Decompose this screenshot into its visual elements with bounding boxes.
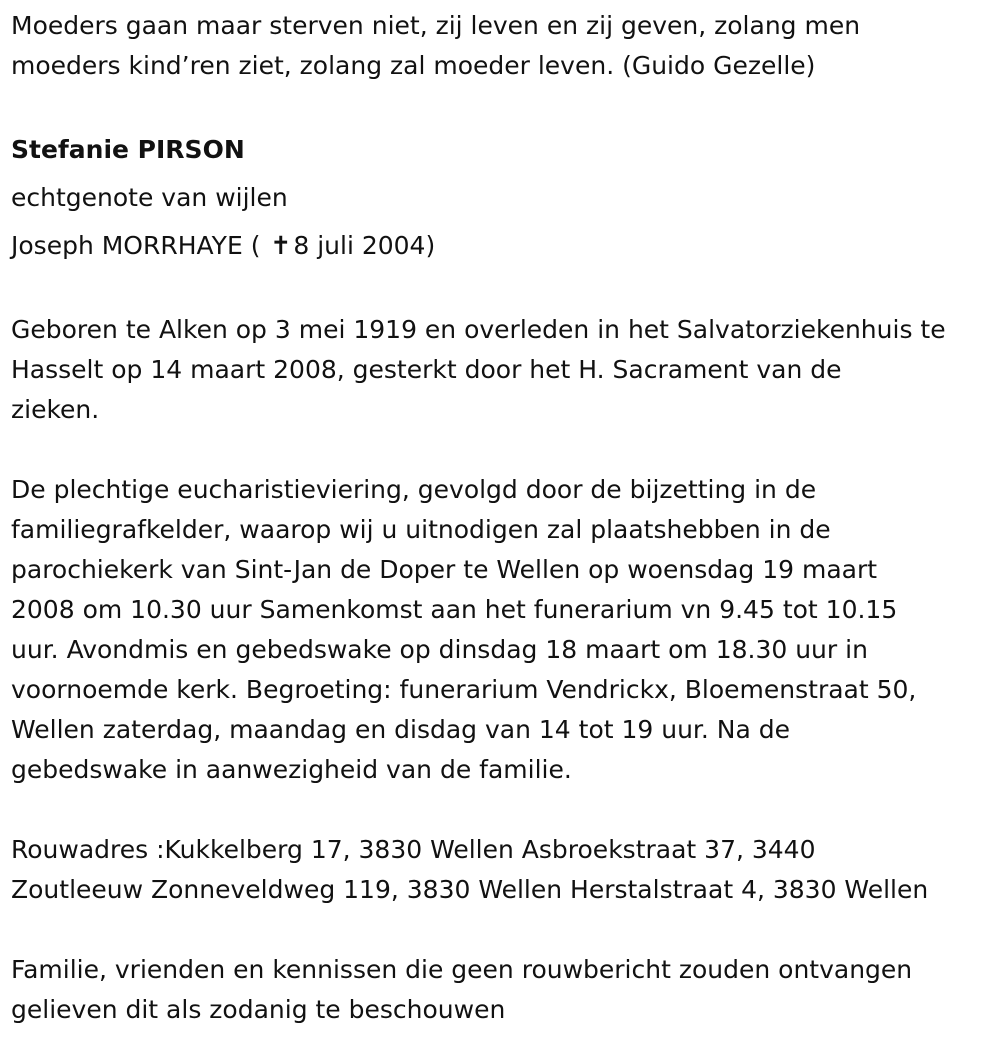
ceremony-paragraph: [11, 470, 996, 790]
paragraph-line: 2008 om 10.30 uur Samenkomst aan het funerarium vn 9.45 tot 10.15: [11, 595, 898, 624]
paragraph-line: Geboren te Alken op 3 mei 1919 en overleden in het Salvatorziekenhuis te: [11, 315, 946, 344]
quote-line: moeders kind’ren ziet, zolang zal moeder leven. (Guido Gezelle): [11, 51, 816, 80]
paragraph-line: uur. Avondmis en gebedswake op dinsdag 18 maart om 18.30 uur in: [11, 635, 868, 664]
relation-text: echtgenote van wijlen: [11, 183, 288, 212]
spouse-name: Joseph MORRHAYE (: [11, 231, 261, 260]
spacer: [11, 270, 996, 310]
paragraph-line: De plechtige eucharistieviering, gevolgd door de bijzetting in de: [11, 475, 817, 504]
obituary-document: [11, 6, 996, 1030]
paragraph-line: zieken.: [11, 395, 100, 424]
spacer: [11, 790, 996, 830]
paragraph-line: Hasselt op 14 maart 2008, gesterkt door het H. Sacrament van de: [11, 355, 842, 384]
paragraph-line: parochiekerk van Sint-Jan de Doper te Wellen op woensdag 19 maart: [11, 555, 878, 584]
cross-icon: ✝: [270, 231, 292, 260]
paragraph-line: Rouwadres :Kukkelberg 17, 3830 Wellen Asbroekstraat 37, 3440: [11, 835, 816, 864]
spacer: [11, 86, 996, 126]
spouse-line: [11, 222, 996, 270]
paragraph-line: Zoutleeuw Zonneveldweg 119, 3830 Wellen Herstalstraat 4, 3830 Wellen: [11, 875, 929, 904]
spacer: [11, 430, 996, 470]
paragraph-line: familiegrafkelder, waarop wij u uitnodigen zal plaatshebben in de: [11, 515, 831, 544]
paragraph-line: gelieven dit als zodanig te beschouwen: [11, 995, 506, 1024]
paragraph-line: Familie, vrienden en kennissen die geen rouwbericht zouden ontvangen: [11, 955, 913, 984]
paragraph-line: gebedswake in aanwezigheid van de familie.: [11, 755, 572, 784]
paragraph-line: Wellen zaterdag, maandag en disdag van 14 tot 19 uur. Na de: [11, 715, 791, 744]
spouse-death-date: 8 juli 2004): [293, 231, 436, 260]
address-paragraph: [11, 830, 996, 910]
birth-death-paragraph: [11, 310, 996, 430]
quote-paragraph: [11, 6, 996, 86]
spacer: [11, 910, 996, 950]
deceased-name: Stefanie PIRSON: [11, 135, 245, 164]
closing-paragraph: [11, 950, 996, 1030]
deceased-block: [11, 126, 996, 270]
quote-line: Moeders gaan maar sterven niet, zij leven en zij geven, zolang men: [11, 11, 861, 40]
paragraph-line: voornoemde kerk. Begroeting: funerarium Vendrickx, Bloemenstraat 50,: [11, 675, 917, 704]
